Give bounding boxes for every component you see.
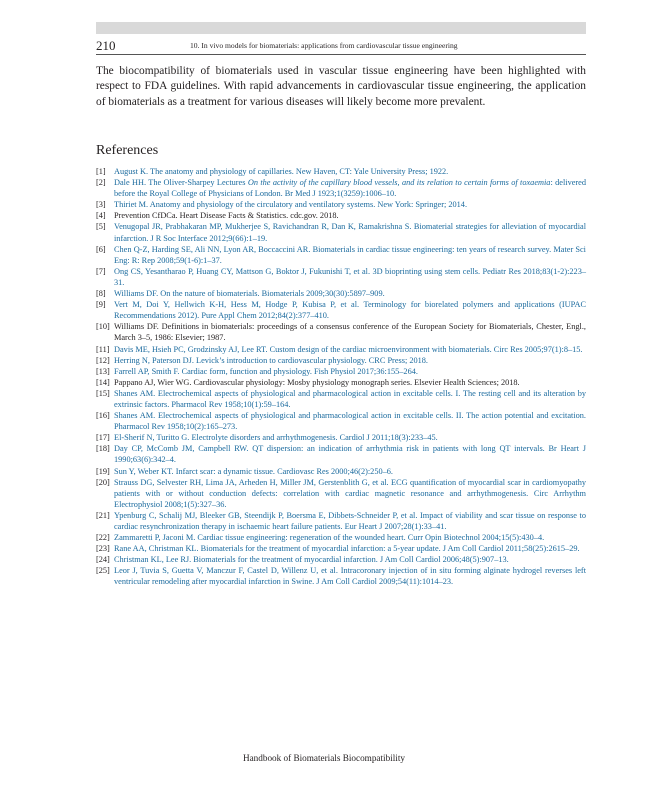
reference-text: Prevention CfDCa. Heart Disease Facts & Statistics. cdc.gov. 2018. — [114, 211, 339, 221]
reference-number: [16] — [96, 411, 110, 421]
reference-number: [12] — [96, 355, 110, 365]
reference-item — [96, 199, 586, 210]
reference-number: [15] — [96, 388, 110, 398]
reference-text[interactable] — [114, 178, 586, 198]
reference-text[interactable]: Day CP, McComb JM, Campbell RW. QT dispersion: an indication of arrhythmia risk in patients with long QT intervals. Br Heart J 1990;63(6):342–4. — [114, 444, 586, 465]
reference-number: [4] — [96, 211, 106, 221]
reference-number: [21] — [96, 510, 110, 520]
reference-text[interactable]: Davis ME, Hsieh PC, Grodzinsky AJ, Lee RT. Custom design of the cardiac microenvironment with biomaterials. Circ Res 2005;97(1):8–15. — [114, 344, 583, 354]
reference-number: [18] — [96, 444, 110, 454]
reference-number: [17] — [96, 433, 110, 443]
header-rule — [96, 54, 586, 55]
reference-item — [96, 355, 586, 366]
reference-item — [96, 510, 586, 532]
reference-item — [96, 565, 586, 587]
reference-text[interactable]: Rane AA, Christman KL. Biomaterials for the treatment of myocardial infarction: a 5-year update. J Am Coll Cardiol 2011;58(25):2615–29. — [114, 544, 580, 554]
reference-item — [96, 543, 586, 554]
reference-text[interactable]: Thiriet M. Anatomy and physiology of the circulatory and ventilatory systems. New York: Springer; 2014. — [114, 200, 468, 210]
reference-item — [96, 554, 586, 565]
reference-text[interactable]: August K. The anatomy and physiology of capillaries. New Haven, CT: Yale University Press; 1922. — [114, 167, 449, 176]
reference-text[interactable]: Strauss DG, Selvester RH, Lima JA, Arheden H, Miller JM, Gerstenblith G, et al. ECG quantification of myocardial scar in cardiomyopathy patients with or without conduction defects: correlation with cardiac magnetic resonance and arrhythmogenesis. Circ Arrhythm Electrophysiol 2008;1(5):327–36. — [114, 477, 586, 509]
references-heading: References — [96, 143, 159, 158]
reference-item — [96, 410, 586, 432]
reference-number: [13] — [96, 366, 110, 376]
reference-item — [96, 221, 586, 243]
reference-item — [96, 288, 586, 299]
reference-number: [1] — [96, 167, 106, 176]
reference-number: [25] — [96, 566, 110, 576]
reference-item — [96, 266, 586, 288]
reference-number: [7] — [96, 266, 106, 276]
reference-text[interactable]: Williams DF. On the nature of biomaterials. Biomaterials 2009;30(30):5897–909. — [114, 289, 385, 299]
reference-text[interactable]: El-Sherif N, Turitto G. Electrolyte disorders and arrhythmogenesis. Cardiol J 2011;18(3):233–45. — [114, 433, 438, 443]
header-bar — [96, 22, 586, 34]
reference-item — [96, 366, 586, 377]
reference-item — [96, 477, 586, 510]
reference-item — [96, 532, 586, 543]
reference-number: [23] — [96, 544, 110, 554]
reference-text[interactable]: Christman KL, Lee RJ. Biomaterials for the treatment of myocardial infarction. J Am Coll Cardiol 2006;48(5):907–13. — [114, 555, 509, 565]
page-number: 210 — [96, 38, 116, 53]
reference-text-part: : delivered before the Royal College of Physicians of London. Br Med J 1923;1(3259):1006–10. — [114, 178, 587, 199]
reference-number: [5] — [96, 222, 106, 232]
reference-item — [96, 377, 586, 388]
reference-list — [96, 166, 586, 588]
page-footer: Handbook of Biomaterials Biocompatibility — [242, 753, 406, 763]
reference-text[interactable]: Herring N, Paterson DJ. Levick’s introduction to cardiovascular physiology. CRC Press; 2018. — [114, 355, 429, 365]
reference-number: [20] — [96, 477, 110, 487]
reference-text[interactable]: Sun Y, Weber KT. Infarct scar: a dynamic tissue. Cardiovasc Res 2000;46(2):250–6. — [114, 466, 393, 476]
reference-text[interactable]: Shanes AM. Electrochemical aspects of physiological and pharmacological action in excitable cells. II. The action potential and excitation. Pharmacol Rev 1958;10(2):165–273. — [114, 411, 586, 432]
reference-item — [96, 244, 586, 266]
reference-text[interactable]: Ypenburg C, Schalij MJ, Bleeker GB, Steendijk P, Boersma E, Dibbets-Schneider P, et al. Impact of viability and scar tissue on response to cardiac resynchronization therapy in ischaemic heart failure patients. Eur Heart J 2007;28(1):33–41. — [114, 510, 586, 531]
reference-item — [96, 210, 586, 221]
reference-item — [96, 432, 586, 443]
reference-item — [96, 344, 586, 355]
reference-text[interactable]: Vert M, Doi Y, Hellwich K-H, Hess M, Hodge P, Kubisa P, et al. Terminology for biorelated polymers and applications (IUPAC Recommendations 2012). Pure Appl Chem 2012;84(2):377–410. — [114, 300, 586, 321]
reference-number: [10] — [96, 322, 110, 332]
reference-text: Pappano AJ, Wier WG. Cardiovascular physiology: Mosby physiology monograph series. Elsevier Health Sciences; 2018. — [114, 377, 520, 387]
reference-item — [96, 443, 586, 465]
running-chapter-title: 10. In vivo models for biomaterials: applications from cardiovascular tissue engineering — [190, 41, 458, 50]
reference-number: [3] — [96, 200, 106, 210]
reference-text[interactable]: Chen Q-Z, Harding SE, Ali NN, Lyon AR, Boccaccini AR. Biomaterials in cardiac tissue engineering: ten years of research survey. Mater Sci Eng: R: Rep 2008;59(1-6):1–37. — [114, 244, 586, 265]
reference-item — [96, 388, 586, 410]
reference-number: [2] — [96, 178, 106, 188]
reference-number: [9] — [96, 300, 106, 310]
reference-item — [96, 299, 586, 321]
reference-italic-title: On the activity of the capillary blood vessels, and its relation to certain forms of toxaemia — [247, 178, 551, 188]
reference-item — [96, 166, 586, 177]
reference-text[interactable]: Farrell AP, Smith F. Cardiac form, function and physiology. Fish Physiol 2017;36:155–264. — [114, 366, 418, 376]
reference-text-part: Dale HH. The Oliver-Sharpey Lectures — [114, 178, 248, 188]
reference-text[interactable]: Leor J, Tuvia S, Guetta V, Manczur F, Castel D, Willenz U, et al. Intracoronary injection of in situ forming alginate hydrogel reverses left ventricular remodeling after myocardial infarction in Swine. J Am Coll Cardiol 2009;54(11):1014–23. — [114, 566, 586, 587]
reference-number: [11] — [96, 344, 110, 354]
reference-text[interactable]: Venugopal JR, Prabhakaran MP, Mukherjee S, Ravichandran R, Dan K, Ramakrishna S. Biomaterial strategies for alleviation of myocardial infarction. J R Soc Interface 2012;9(66):1–19. — [114, 222, 586, 243]
reference-item — [96, 321, 586, 343]
reference-text[interactable]: Shanes AM. Electrochemical aspects of physiological and pharmacological action in excitable cells. I. The resting cell and its alteration by extrinsic factors. Pharmacol Rev 1958;10(1):59–164. — [114, 388, 586, 409]
reference-text[interactable]: Ong CS, Yesantharao P, Huang CY, Mattson G, Boktor J, Fukunishi T, et al. 3D bioprinting using stem cells. Pediatr Res 2018;83(1-2):223–31. — [114, 266, 586, 287]
reference-item — [96, 177, 586, 199]
intro-paragraph: The biocompatibility of biomaterials used in vascular tissue engineering have been highlighted with respect to FDA guidelines. With rapid advancements in cardiovascular tissue engineering, the application of biomaterials as a treatment for various diseases will likely become more prevalent. — [96, 65, 586, 108]
reference-number: [22] — [96, 533, 110, 543]
reference-number: [14] — [96, 377, 110, 387]
reference-item — [96, 466, 586, 477]
reference-number: [19] — [96, 466, 110, 476]
reference-text[interactable]: Zammaretti P, Jaconi M. Cardiac tissue engineering: regeneration of the wounded heart. Curr Opin Biotechnol 2004;15(5):430–4. — [114, 533, 545, 543]
reference-number: [6] — [96, 244, 106, 254]
reference-number: [8] — [96, 289, 106, 299]
reference-text: Williams DF. Definitions in biomaterials: proceedings of a consensus conference of the European Society for Biomaterials, Chester, Engl., March 3–5, 1986: Elsevier; 1987. — [114, 322, 586, 343]
reference-number: [24] — [96, 555, 110, 565]
